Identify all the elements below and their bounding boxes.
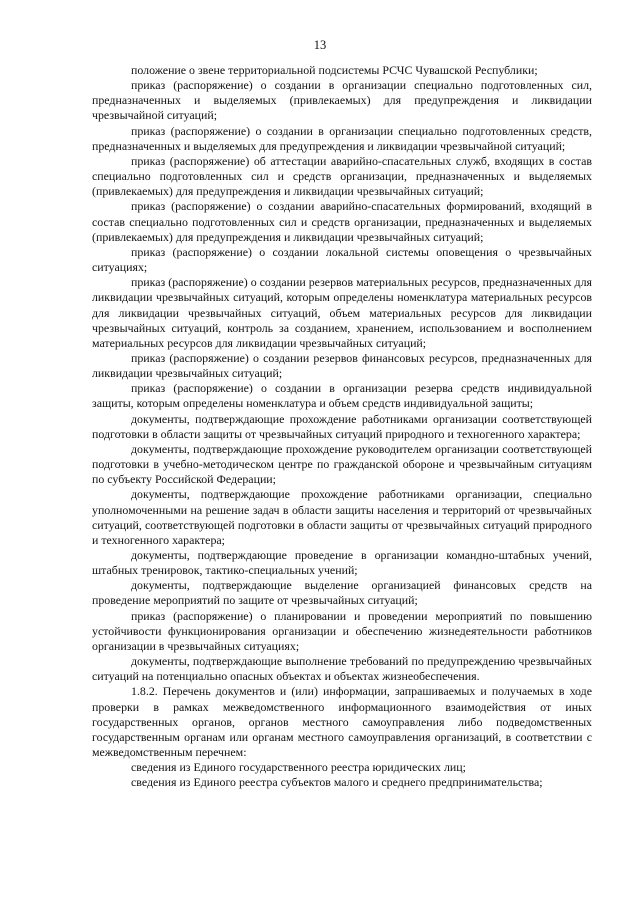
document-body [92, 63, 592, 791]
section-paragraph: 1.8.2. Перечень документов и (или) информации, запрашиваемых и получаемых в ходе проверки в рамках межведомственного информационного взаимодействия от иных государственных органов, органов местного самоуправления либо подведомственных государственным органам или органам местного самоуправления организаций, в соответствии с межведомственным перечнем: [92, 684, 592, 760]
paragraph: приказ (распоряжение) о создании резервов материальных ресурсов, предназначенных для ликвидации чрезвычайных ситуаций, которым определены номенклатура материальных ресурсов для ликвидации чрезвычайных ситуаций, объем материальных ресурсов для ликвидации чрезвычайных ситуаций, контроль за созданием, хранением, использованием и восполнением материальных ресурсов для ликвидации чрезвычайных ситуаций; [92, 275, 592, 350]
paragraph: документы, подтверждающие прохождение работниками организации соответствующей подготовки в области защиты от чрезвычайных ситуаций природного и техногенного характера; [92, 411, 592, 441]
paragraph: приказ (распоряжение) о создании в организации специально подготовленных сил, предназначенных и выделяемых (привлекаемых) для предупреждения и ликвидации чрезвычайной ситуаций; [92, 78, 592, 123]
paragraph: положение о звене территориальной подсистемы РСЧС Чувашской Республики; [131, 63, 538, 77]
paragraph: приказ (распоряжение) о планировании и проведении мероприятий по повышению устойчивости функционирования организации и обеспечению жизнедеятельности работников организации в чрезвычайных ситуациях; [92, 608, 592, 653]
page-number: 13 [313, 38, 327, 52]
paragraph: приказ (распоряжение) о создании резервов финансовых ресурсов, предназначенных для ликвидации чрезвычайных ситуаций; [92, 350, 592, 381]
paragraph: сведения из Единого реестра субъектов малого и среднего предпринимательства; [131, 775, 543, 790]
paragraph: документы, подтверждающие прохождение руководителем организации соответствующей подготовки в учебно-методическом центре по гражданской обороне и чрезвычайным ситуациям по субъекту Российской Федерации; [92, 441, 592, 487]
paragraph: приказ (распоряжение) о создании в организации резерва средств индивидуальной защиты, которым определены номенклатура и объем средств индивидуальной защиты; [92, 381, 592, 411]
paragraph: приказ (распоряжение) о создании аварийно-спасательных формирований, входящий в состав специально подготовленных сил и средств организации, предназначенных и выделяемых (привлекаемых) для предупреждения и ликвидации чрезвычайных ситуаций; [92, 199, 592, 244]
paragraph: документы, подтверждающие выполнение требований по предупреждению чрезвычайных ситуаций на потенциально опасных объектах и объектах жизнеобеспечения. [92, 654, 592, 684]
paragraph: документы, подтверждающие выделение организацией финансовых средств на проведение мероприятий по защите от чрезвычайных ситуаций; [92, 578, 592, 608]
paragraph: приказ (распоряжение) об аттестации аварийно-спасательных служб, входящих в состав специально подготовленных сил и средств организации, предназначенных и выделяемых (привлекаемых) для предупреждения и ликвидации чрезвычайных ситуаций; [92, 153, 592, 199]
paragraph: приказ (распоряжение) о создании локальной системы оповещения о чрезвычайных ситуациях; [92, 244, 592, 275]
paragraph: документы, подтверждающие прохождение работниками организации, специально уполномоченными на решение задач в области защиты населения и территорий от чрезвычайных ситуаций, соответствующей подготовки в области защиты от чрезвычайных ситуаций природного и техногенного характера; [92, 487, 592, 547]
paragraph: приказ (распоряжение) о создании в организации специально подготовленных средств, предназначенных и выделяемых для предупреждения и ликвидации чрезвычайной ситуаций; [92, 123, 592, 153]
paragraph: сведения из Единого государственного реестра юридических лиц; [131, 760, 466, 775]
paragraph: документы, подтверждающие проведение в организации командно-штабных учений, штабных тренировок, тактико-специальных учений; [92, 548, 592, 578]
